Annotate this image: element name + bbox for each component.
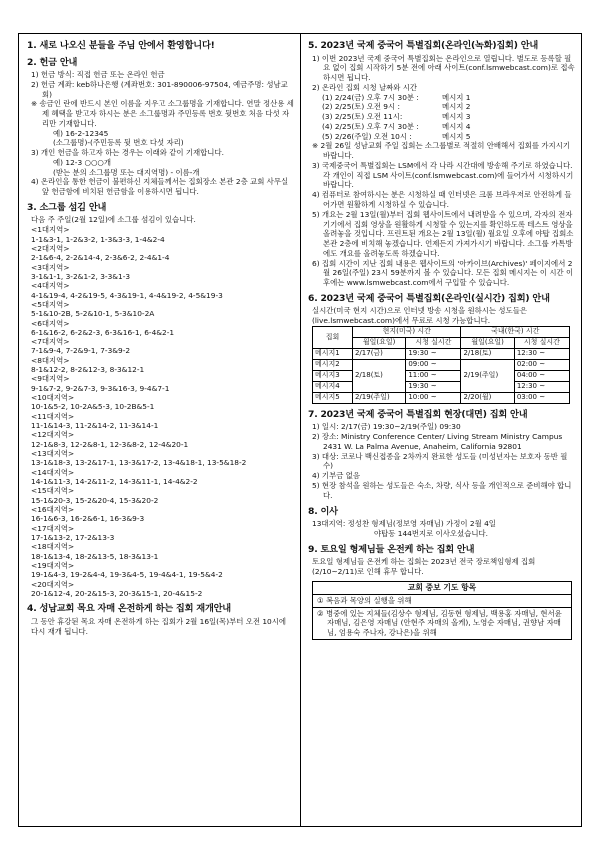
small-group-line: 19-1&4-3, 19-2&4-4, 19-3&4-5, 19-4&4-1, 19-5&4-2 — [31, 570, 223, 580]
small-group-line: 17-1&13-2, 17-2&13-3 — [31, 533, 115, 543]
offering-line: 예) 12-3 ○○○개 — [53, 157, 111, 167]
small-group-line: 1-1&3-1, 1-2&3-2, 1-3&3-3, 1-4&2-4 — [31, 234, 165, 244]
small-group-line: 5-1&10-2B, 5-2&10-1, 5-3&10-2A — [31, 309, 155, 319]
small-group-line: <15대지역> — [31, 486, 75, 496]
small-group-intro: 다음 주 주일(2월 12일)에 소그룹 섬김이 있습니다. — [31, 215, 196, 225]
small-group-line: <20대지역> — [31, 579, 75, 589]
table-header: 월일(요일) — [461, 337, 514, 348]
offering-line: (받는 분의 소그룹명 또는 대지역명) - 이름-개 — [53, 167, 200, 177]
prayer-box — [312, 581, 572, 640]
conference-line: 1) 이번 2023년 국제 중국어 특별집회는 온라인으로 열립니다. 별도로 등록할 필요 없이 집회 시작하기 5분 전에 아래 사이트(conf.lsmwebcast.com)로 접속하시면 됩니다. — [312, 53, 575, 83]
small-group-line: <1대지역> — [31, 225, 70, 235]
table-cell: 19:30 ~ — [406, 381, 461, 392]
table-row — [313, 381, 570, 392]
prayer-title: 교회 중보 기도 항목 — [313, 582, 571, 595]
offering-line: 예) 16-2-12345 — [53, 128, 109, 138]
table-cell: 03:00 ~ — [514, 392, 569, 403]
prayer-item — [313, 608, 571, 639]
conference-line: 2) 온라인 집회 시청 날짜와 시간 — [312, 82, 418, 92]
small-group-line: 9-1&7-2, 9-2&7-3, 9-3&16-3, 9-4&7-1 — [31, 383, 170, 393]
prayer-number: ① — [317, 595, 324, 605]
schedule-row — [308, 122, 576, 132]
table-cell: 메시지2 — [313, 359, 353, 370]
small-group-line: <16대지역> — [31, 505, 75, 515]
table-cell: 2/18(토) — [461, 348, 514, 359]
schedule-message: 메시지 4 — [442, 121, 471, 131]
section-title: 3. 소그룹 섬김 안내 — [27, 201, 107, 213]
small-group-line: 14-1&11-3, 14-2&11-2, 14-3&11-1, 14-4&2-2 — [31, 477, 198, 487]
section-offering — [27, 57, 295, 197]
section-title: 4. 성남교회 목요 자매 온전하게 하는 집회 재개안내 — [27, 603, 231, 615]
table-cell: 2/20(월) — [461, 392, 514, 403]
small-group-line: 20-1&12-4, 20-2&15-3, 20-3&15-1, 20-4&15-2 — [31, 589, 203, 599]
onsite-line: 3) 대상: 코로나 백신접종을 2차까지 완료한 성도들 (미성년자는 보호자 동반 필수) — [312, 451, 568, 471]
right-column — [308, 40, 576, 645]
table-cell: 2/18(토) — [352, 359, 405, 392]
table-cell: 02:00 ~ — [514, 359, 569, 370]
table-cell: 메시지3 — [313, 370, 353, 381]
moving-line: 야탑동 144번지로 이사오셨습니다. — [374, 528, 488, 538]
live-schedule-table — [312, 326, 570, 404]
section-title: 2. 헌금 안내 — [27, 56, 78, 68]
small-group-line: <6대지역> — [31, 318, 70, 328]
small-group-line: <13대지역> — [31, 449, 75, 459]
table-row — [313, 348, 570, 359]
table-row — [313, 370, 570, 381]
prayer-number: ② — [317, 608, 324, 618]
table-cell: 11:00 ~ — [406, 370, 461, 381]
small-group-line: <4대지역> — [31, 281, 70, 291]
offering-line: (소그룹명)-(주민등록 뒷 번호 다섯 자리) — [53, 138, 184, 148]
table-cell: 2/17(금) — [352, 348, 405, 359]
table-cell: 2/19(주일) — [352, 392, 405, 403]
schedule-message: 메시지 3 — [442, 112, 471, 122]
section-onsite-conference — [308, 409, 576, 501]
table-cell: 메시지1 — [313, 348, 353, 359]
small-group-line: 8-1&12-2, 8-2&12-3, 8-3&12-1 — [31, 365, 145, 375]
table-header: 시청 실시간 — [514, 337, 569, 348]
bulletin-page — [18, 33, 582, 827]
conference-line: 3) 국제중국어 특별집회는 LSM에서 각 나라 시간대에 방송해 주기로 하였습니다. 각 개인이 직접 LSM 사이트(conf.lsmwebcast.com)에 들어가서 시청하시기 바랍니다. — [312, 160, 574, 190]
schedule-time: (1) 2/24(금) 오후 7시 30분 : — [322, 92, 419, 102]
table-header: 시청 실시간 — [406, 337, 461, 348]
table-row — [313, 359, 570, 370]
table-cell: 09:00 ~ — [406, 359, 461, 370]
table-header: 현지(미국) 시간 — [352, 326, 461, 337]
table-cell: 12:30 ~ — [514, 381, 569, 392]
section-small-group — [27, 202, 295, 598]
thursday-text: 그 동안 휴강된 목요 자매 온전하게 하는 집회가 2월 16일(목)부터 오전 10시에 다시 재개 됩니다. — [31, 616, 287, 636]
small-group-line: 7-1&9-4, 7-2&9-1, 7-3&9-2 — [31, 346, 131, 356]
conference-line: 4) 컴퓨터로 참여하시는 분은 시청하실 때 인터넷은 크롬 브라우저로 안전하게 들어가면 원활하게 시청하실 수 있습니다. — [312, 190, 572, 209]
small-group-line: 4-1&19-4, 4-2&19-5, 4-3&19-1, 4-4&19-2, 4-5&19-3 — [31, 290, 223, 300]
column-divider — [300, 34, 301, 826]
table-header: 월일(요일) — [352, 337, 405, 348]
small-group-line: 16-1&6-3, 16-2&6-1, 16-3&9-3 — [31, 514, 145, 524]
conference-line: 6) 집회 시간이 지난 집회 내용은 웹사이트의 '아카이브(Archives)' 페이지에서 2월 26일(주일) 23시 59분까지 볼 수 있습니다. 모든 집회 메시지는 이 시간 이후에는 www.lsmwebcast.com에서 구입할 수 있습니다. — [312, 258, 574, 288]
table-row — [313, 392, 570, 403]
offering-line: 4) 온라인을 통한 헌금이 불편하신 지체들께서는 집회장소 본관 2층 교회 사무실 앞 헌금함에 비치된 헌금함을 이용하시면 됩니다. — [31, 177, 289, 197]
section-saturday — [308, 544, 576, 640]
onsite-line: 4) 기부금 없음 — [312, 471, 360, 481]
small-group-line: 11-1&14-3, 11-2&14-2, 11-3&14-1 — [31, 421, 159, 431]
small-group-line: <2대지역> — [31, 243, 70, 253]
small-group-line: <12대지역> — [31, 430, 75, 440]
schedule-time: (5) 2/26(주일) 오전 10시 : — [322, 131, 412, 141]
schedule-message: 메시지 5 — [442, 131, 471, 141]
schedule-time: (4) 2/25(토) 오후 7시 30분 : — [322, 121, 419, 131]
section-thursday — [27, 603, 295, 636]
saturday-text: 토요일 형제님들 온전케 하는 집회는 2023년 전국 장로책임형제 집회(2/10~2/11)로 인해 휴무 합니다. — [312, 557, 536, 576]
left-column — [27, 40, 295, 641]
live-intro: 실시간(미국 현지 시간)으로 인터넷 방송 시청을 원하시는 성도들은 (live.lsmwebcast.com)에서 무료로 시청 가능합니다. — [312, 306, 527, 326]
schedule-message: 메시지 1 — [442, 92, 471, 102]
small-group-line: 6-1&16-2, 6-2&2-3, 6-3&16-1, 6-4&2-1 — [31, 327, 175, 337]
small-group-line: <10대지역> — [31, 393, 75, 403]
section-moving — [308, 506, 576, 539]
schedule-message: 메시지 2 — [442, 102, 471, 112]
small-group-line: 15-1&20-3, 15-2&20-4, 15-3&20-2 — [31, 495, 159, 505]
table-cell: 메시지4 — [313, 381, 353, 392]
section-live-conference — [308, 293, 576, 404]
conference-line: 5) 개요는 2월 13일(월)부터 집회 웹사이트에서 내려받을 수 있으며, 각자의 전자 기기에서 집회 영상을 원활하게 시청할 수 있는지를 확인하도록 테스트 영상을 올려놓을 것입니다. 프린트된 개요는 2월 13일(월) 월요일 오후에 야탑 집회소 본관 2층에 비치해 놓겠습니다. 언제든지 가져가시기 바랍니다. 소그룹 카톡방에도 개요를 올려놓도록 하겠습니다. — [312, 209, 574, 258]
small-group-line: 18-1&13-4, 18-2&13-5, 18-3&13-1 — [31, 551, 159, 561]
offering-line: 1) 헌금 방식: 직접 헌금 또는 온라인 헌금 — [31, 70, 165, 79]
small-group-list — [31, 225, 295, 598]
small-group-line: 2-1&6-4, 2-2&14-4, 2-3&6-2, 2-4&1-4 — [31, 253, 170, 263]
schedule-time: (3) 2/25(토) 오전 11시: — [322, 112, 403, 122]
small-group-line: <9대지역> — [31, 374, 70, 384]
table-header: 국내(한국) 시간 — [461, 326, 570, 337]
section-online-conference — [308, 40, 576, 288]
section-title: 9. 토요일 형제님들 온전케 하는 집회 안내 — [308, 543, 475, 555]
table-cell: 12:30 ~ — [514, 348, 569, 359]
prayer-text: 복음과 목양의 실행을 위해 — [326, 595, 412, 605]
section-welcome — [27, 40, 295, 52]
small-group-line: <8대지역> — [31, 355, 70, 365]
small-group-line: <5대지역> — [31, 299, 70, 309]
onsite-line: 1) 일시: 2/17(금) 19:30~2/19(주일) 09:30 — [312, 422, 461, 432]
section-title: 6. 2023년 국제 중국어 특별집회(온라인(실시간) 집회) 안내 — [308, 292, 550, 304]
small-group-line: <7대지역> — [31, 337, 70, 347]
section-title: 5. 2023년 국제 중국어 특별집회(온라인(녹화)집회) 안내 — [308, 40, 539, 51]
conference-note: ※ 2월 26일 성남교회 주일 집회는 소그룹별로 적절히 안배해서 집회를 가지시기 바랍니다. — [312, 141, 570, 161]
section-title: 7. 2023년 국제 중국어 특별집회 현장(대면) 집회 안내 — [308, 408, 528, 420]
onsite-line: 2) 장소: Ministry Conference Center/ Living Stream Ministry Campus 2431 W. La Palma Avenue, Anaheim, California 92801 — [312, 432, 563, 451]
table-cell: 10:00 ~ — [406, 392, 461, 403]
moving-line: 13대지역: 정성찬 형제님(정보영 자매님) 가정이 2월 4일 — [312, 519, 496, 529]
small-group-line: 13-1&18-3, 13-2&17-1, 13-3&17-2, 13-4&18-1, 13-5&18-2 — [31, 458, 247, 468]
table-cell: 메시지5 — [313, 392, 353, 403]
small-group-line: <11대지역> — [31, 411, 75, 421]
offering-note: ※ 송금인 란에 반드시 본인 이름을 지우고 소그룹명을 기재합니다. 연말 정산용 세제 혜택을 받고자 하시는 분은 소그룹명과 주민등록 번호 뒷번호 처음 다섯 자리만 기재합니다. — [31, 99, 294, 128]
table-cell: 04:00 ~ — [514, 370, 569, 381]
onsite-line: 5) 현장 참석을 원하는 성도들은 숙소, 차량, 식사 등을 개인적으로 준비해야 합니다. — [312, 481, 572, 500]
schedule-list — [308, 93, 576, 142]
small-group-line: <14대지역> — [31, 467, 75, 477]
small-group-line: <17대지역> — [31, 523, 75, 533]
section-title: 8. 이사 — [308, 505, 338, 517]
schedule-time: (2) 2/25(토) 오전 9시 : — [322, 102, 400, 112]
schedule-row — [308, 93, 576, 103]
small-group-line: 12-1&8-3, 12-2&8-1, 12-3&8-2, 12-4&20-1 — [31, 439, 189, 449]
small-group-line: 3-1&1-1, 3-2&1-2, 3-3&1-3 — [31, 271, 131, 281]
schedule-row — [308, 112, 576, 122]
prayer-text: 병중에 있는 지체들(김상수 형제님, 김동현 형제님, 백용홍 자매님, 현서윤 자매님, 김은영 자매님 (안현주 자매의 올케), 노영순 자매님, 권향남 자매님, 엄용숙 주나자, 강나은)을 위해 — [326, 608, 562, 638]
small-group-line: <19대지역> — [31, 561, 75, 571]
small-group-line: <18대지역> — [31, 542, 75, 552]
schedule-row — [308, 132, 576, 142]
section-title: 1. 새로 나오신 분들을 주님 안에서 환영합니다! — [27, 40, 215, 51]
offering-line: 2) 헌금 계좌: keb하나은행 (계좌번호: 301-890006-97504, 예금주명: 성남교회) — [31, 79, 288, 99]
prayer-item — [313, 595, 571, 608]
small-group-line: <3대지역> — [31, 262, 70, 272]
table-cell: 2/19(주일) — [461, 359, 514, 392]
offering-line: 3) 개인 헌금을 하고자 하는 경우는 이래와 같이 기재합니다. — [31, 148, 224, 158]
table-header: 집회 — [313, 326, 353, 348]
table-cell: 19:30 ~ — [406, 348, 461, 359]
small-group-line: 10-1&5-2, 10-2A&5-3, 10-2B&5-1 — [31, 402, 155, 412]
schedule-row — [308, 102, 576, 112]
